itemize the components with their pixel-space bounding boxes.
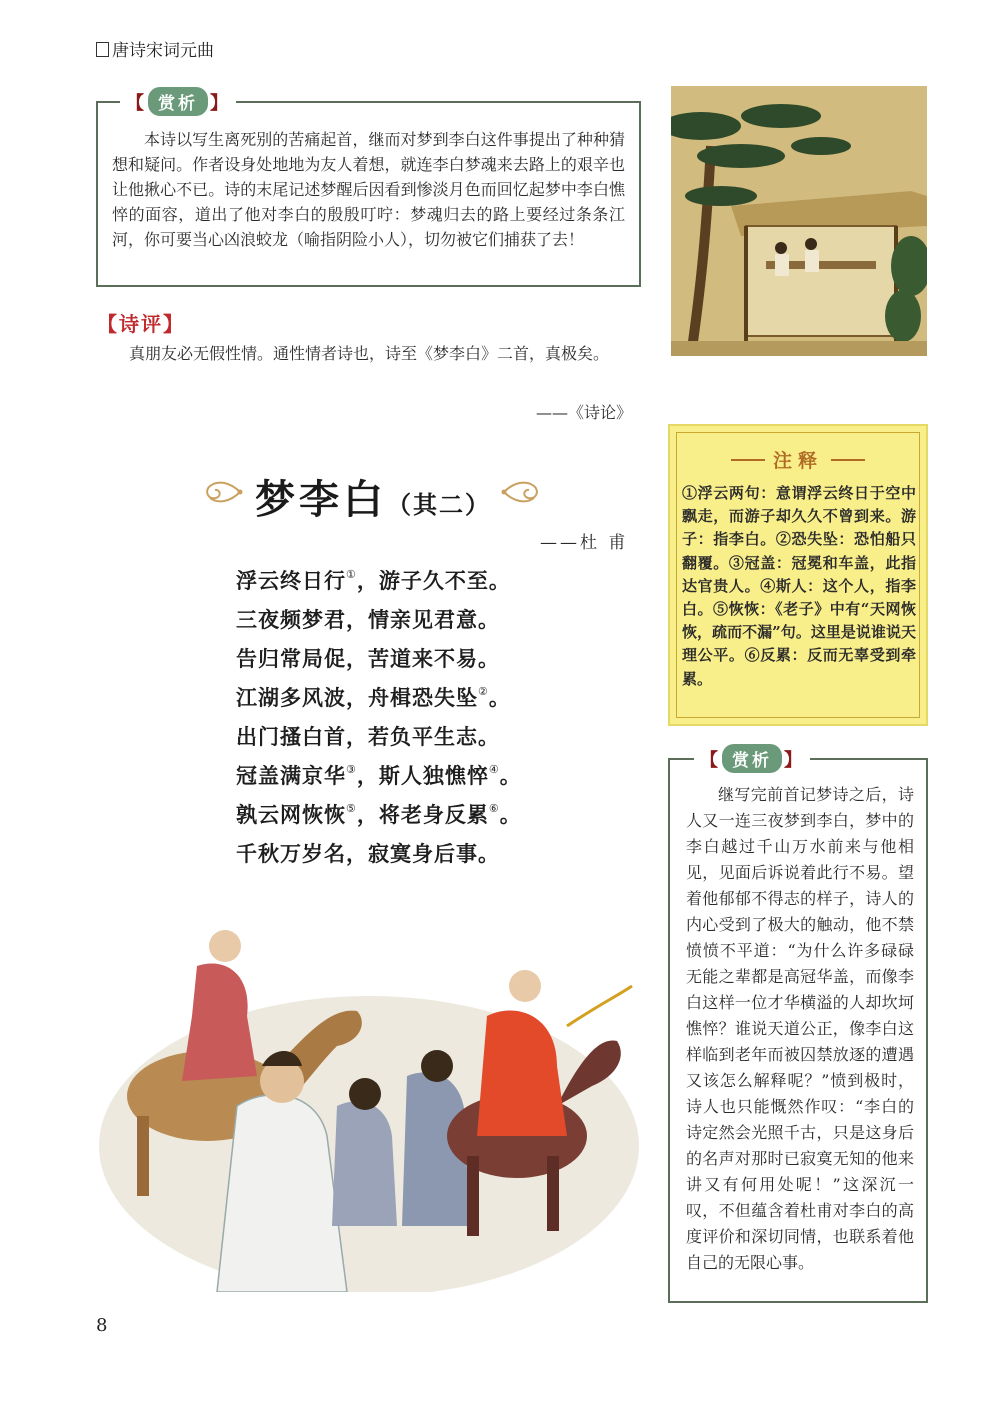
left-ornament-icon xyxy=(200,472,244,512)
appreciation-text: 本诗以写生离死别的苦痛起首，继而对梦到李白这件事提出了种种猜想和疑问。作者设身处地地为友人着想，就连李白梦魂来去路上的艰辛也让他揪心不已。诗的末尾记述梦醒后因看到惨淡月色而回忆起梦中李白憔悴的面容，道出了他对李白的殷殷叮咛：梦魂归去的路上要经过条条江河，你可要当心凶浪蛟龙（喻指阴险小人），切勿被它们捕获了去！ xyxy=(112,130,625,249)
poem-line: 告归常局促，苦道来不易。 xyxy=(236,646,500,671)
book-title: 唐诗宋词元曲 xyxy=(112,41,214,61)
appreciation-panel-1 xyxy=(96,92,641,287)
notes-text: ①浮云两句：意谓浮云终日于空中飘走，而游子却久久不曾到来。游子：指李白。②恐失坠：恐怕船只翻覆。③冠盖：冠冕和车盖，此指达官贵人。④斯人：这个人，指李白。⑤恢恢：《老子》中有“天网恢恢，疏而不漏”句。这里是说谁说天理公平。⑥反累：反而无辜受到牵累。 xyxy=(682,484,916,688)
pavilion-painting xyxy=(671,86,927,356)
page-number: 8 xyxy=(96,1315,108,1336)
appreciation-tag: 赏析 xyxy=(722,744,782,773)
notes-title: 注释 xyxy=(670,446,926,473)
appreciation-heading: 【 赏析 】 xyxy=(120,87,236,116)
appreciation-heading: 【 赏析 】 xyxy=(694,744,810,773)
poem-title-text: 梦李白 xyxy=(255,476,387,523)
appreciation-tag: 赏析 xyxy=(148,87,208,116)
appreciation-panel-2 xyxy=(668,749,928,1303)
appreciation-text: 继写完前首记梦诗之后，诗人又一连三夜梦到李白，梦中的李白越过千山万水前来与他相见，见面后诉说着此行不易。望着他郁郁不得志的样子，诗人的内心受到了极大的触动，他不禁愤愤不平道：“为什么许多碌碌无能之辈都是高冠华盖，而像李白这样一位才华横溢的人却坎坷憔悴？谁说天道公正，像李白这样临到老年而被囚禁放逐的遭遇又该怎么解释呢？”愤到极时，诗人也只能慨然作叹：“李白的诗定然会光照千古，只是这身后的名声对那时已寂寞无知的他来讲又有何用处呢！”这深沉一叹，不但蕴含着杜甫对李白的高度评价和深切同情，也联系着他自己的无限心事。 xyxy=(686,785,914,1272)
poem-author: ——杜 甫 xyxy=(540,533,629,553)
poem-subtitle: （其二） xyxy=(387,490,491,519)
notes-panel xyxy=(668,424,928,726)
poem-title xyxy=(255,468,491,525)
right-ornament-icon xyxy=(500,472,544,512)
review-text: 真朋友必无假性情。通性情者诗也，诗至《梦李白》二首，真极矣。 xyxy=(129,344,610,363)
poem-line: 三夜频梦君，情亲见君意。 xyxy=(236,607,500,632)
review-source: ——《诗论》 xyxy=(535,403,632,422)
poem-line: 江湖多风波，舟楫恐失坠②。 xyxy=(236,685,511,710)
poem-line: 出门搔白首，若负平生志。 xyxy=(236,724,500,749)
poem-line: 冠盖满京华③，斯人独憔悴④。 xyxy=(236,763,522,788)
poem-line: 孰云网恢恢⑤，将老身反累⑥。 xyxy=(236,802,522,827)
horsemen-painting xyxy=(97,906,641,1292)
square-icon xyxy=(96,42,109,57)
review-title: 【诗评】 xyxy=(97,312,185,336)
running-header xyxy=(96,36,214,61)
poem-line: 千秋万岁名，寂寞身后事。 xyxy=(236,841,500,866)
poem-line: 浮云终日行①，游子久不至。 xyxy=(236,568,511,593)
